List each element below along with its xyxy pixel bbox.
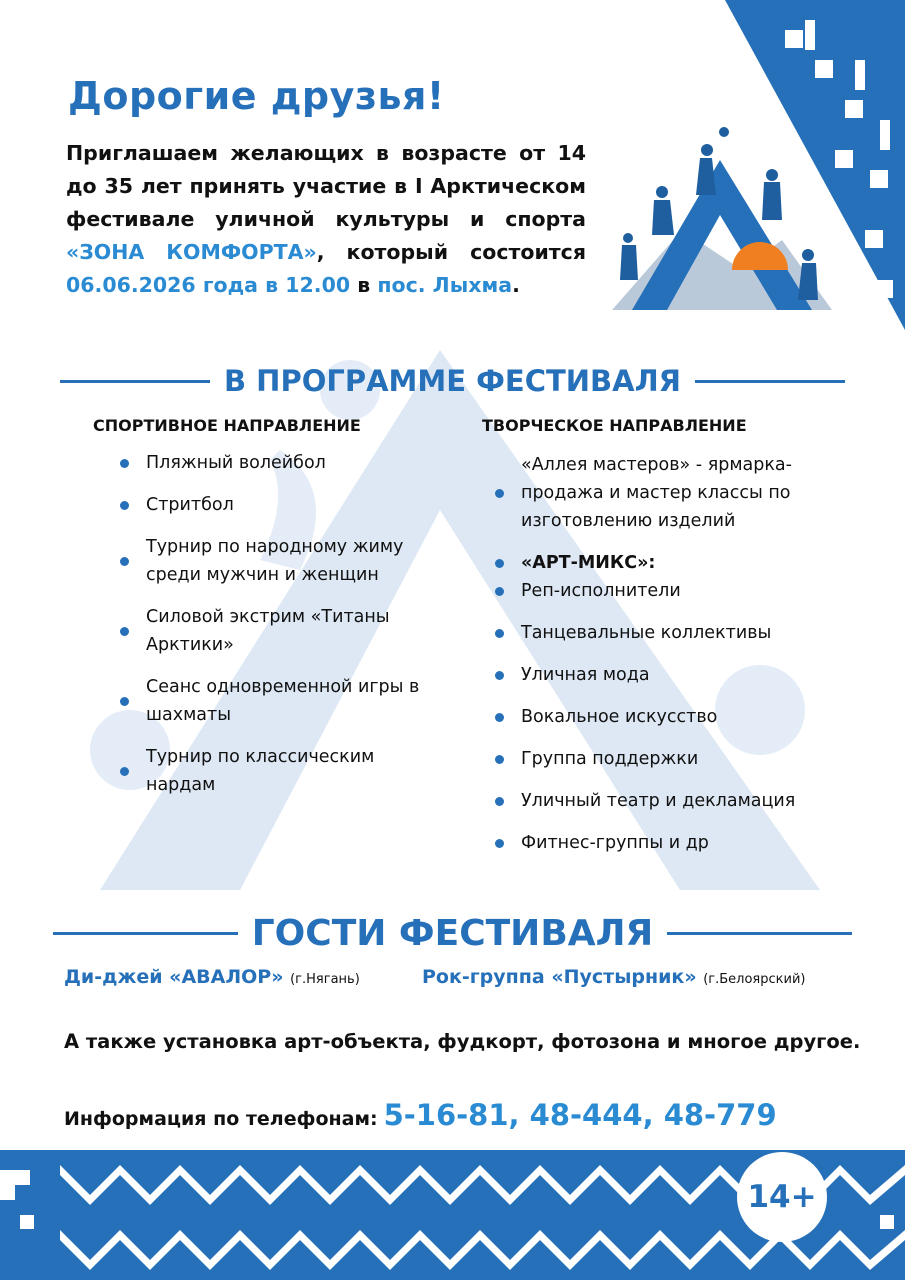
list-item-text: Танцевальные коллективы bbox=[521, 623, 772, 643]
guest-1-name: Ди-джей «АВАЛОР» bbox=[64, 966, 284, 988]
list-item-text: Пляжный волейбол bbox=[146, 453, 326, 473]
divider-line bbox=[667, 932, 852, 935]
bullet-icon bbox=[495, 755, 504, 764]
guest-2 bbox=[422, 966, 805, 988]
bullet-icon bbox=[495, 559, 504, 568]
bullet-icon bbox=[495, 671, 504, 680]
divider-line bbox=[695, 380, 845, 383]
bullet-icon bbox=[120, 557, 129, 566]
guest-1-city: (г.Нягань) bbox=[290, 972, 360, 987]
creative-list bbox=[497, 451, 827, 871]
program-section-title bbox=[0, 364, 905, 398]
festival-name: «ЗОНА КОМФОРТА» bbox=[66, 240, 317, 264]
list-item bbox=[497, 745, 827, 773]
bullet-icon bbox=[495, 489, 504, 498]
event-date: 06.06.2026 года в 12.00 bbox=[66, 273, 351, 297]
bullet-icon bbox=[495, 629, 504, 638]
list-item-text: Турнир по классическим нардам bbox=[146, 747, 375, 795]
list-item-text: Реп-исполнители bbox=[521, 581, 681, 601]
list-item-text: Силовой экстрим «Титаны Арктики» bbox=[146, 607, 390, 655]
list-item-text: Вокальное искусство bbox=[521, 707, 718, 727]
list-item bbox=[122, 449, 442, 477]
list-item bbox=[122, 603, 442, 659]
divider-line bbox=[60, 380, 210, 383]
bullet-icon bbox=[120, 767, 129, 776]
guests-title: ГОСТИ ФЕСТИВАЛЯ bbox=[251, 913, 654, 954]
list-item bbox=[122, 491, 442, 519]
bullet-icon bbox=[495, 587, 504, 596]
event-place: пос. Лыхма bbox=[377, 273, 513, 297]
list-item-text: Фитнес-группы и др bbox=[521, 833, 709, 853]
phone-label: Информация по телефонам: bbox=[64, 1108, 378, 1130]
list-item-text: «АРТ-МИКС»: bbox=[521, 553, 656, 573]
intro-part4: . bbox=[512, 273, 520, 297]
list-item-text: Стритбол bbox=[146, 495, 234, 515]
list-item-text: Уличный театр и декламация bbox=[521, 791, 796, 811]
list-item-text: Турнир по народному жиму среди мужчин и женщин bbox=[146, 537, 404, 585]
bullet-icon bbox=[120, 501, 129, 510]
list-item-text: Уличная мода bbox=[521, 665, 650, 685]
bullet-icon bbox=[120, 627, 129, 636]
list-item bbox=[497, 577, 827, 605]
phone-info bbox=[64, 1098, 777, 1132]
guest-2-city: (г.Белоярский) bbox=[703, 972, 806, 987]
invitation-text bbox=[66, 137, 586, 302]
greeting-heading: Дорогие друзья! bbox=[68, 74, 445, 118]
list-item bbox=[122, 533, 442, 589]
also-text: А также установка арт-объекта, фудкорт, фотозона и многое другое. bbox=[64, 1030, 861, 1053]
bullet-icon bbox=[495, 797, 504, 806]
program-title: В ПРОГРАММЕ ФЕСТИВАЛЯ bbox=[223, 364, 682, 398]
festival-logo bbox=[612, 120, 832, 320]
list-item bbox=[122, 673, 442, 729]
intro-part2: , который состоится bbox=[316, 240, 586, 264]
list-item bbox=[497, 661, 827, 689]
bullet-icon bbox=[120, 697, 129, 706]
bullet-icon bbox=[495, 839, 504, 848]
guests-section-title bbox=[0, 913, 905, 954]
phone-numbers: 5-16-81, 48-444, 48-779 bbox=[383, 1098, 777, 1132]
bullet-icon bbox=[120, 459, 129, 468]
list-item bbox=[497, 451, 827, 535]
sport-list bbox=[122, 449, 442, 813]
intro-part3: в bbox=[350, 273, 378, 297]
age-rating-badge: 14+ bbox=[737, 1152, 827, 1242]
list-item bbox=[497, 703, 827, 731]
list-item bbox=[497, 829, 827, 857]
list-item-text: Сеанс одновременной игры в шахматы bbox=[146, 677, 420, 725]
creative-heading: ТВОРЧЕСКОЕ НАПРАВЛЕНИЕ bbox=[482, 416, 747, 435]
list-item bbox=[497, 549, 827, 577]
list-item bbox=[497, 787, 827, 815]
guest-2-name: Рок-группа «Пустырник» bbox=[422, 966, 697, 988]
list-item bbox=[497, 619, 827, 647]
list-item-text: Группа поддержки bbox=[521, 749, 699, 769]
divider-line bbox=[53, 932, 238, 935]
sport-heading: СПОРТИВНОЕ НАПРАВЛЕНИЕ bbox=[93, 416, 361, 435]
list-item bbox=[122, 743, 442, 799]
list-item-text: «Аллея мастеров» - ярмарка-продажа и мастер классы по изготовлению изделий bbox=[521, 455, 792, 531]
guest-1 bbox=[64, 966, 360, 988]
intro-part1: Приглашаем желающих в возрасте от 14 до 35 лет принять участие в I Арктическом фестивале уличной культуры и спорта bbox=[66, 141, 586, 231]
bullet-icon bbox=[495, 713, 504, 722]
